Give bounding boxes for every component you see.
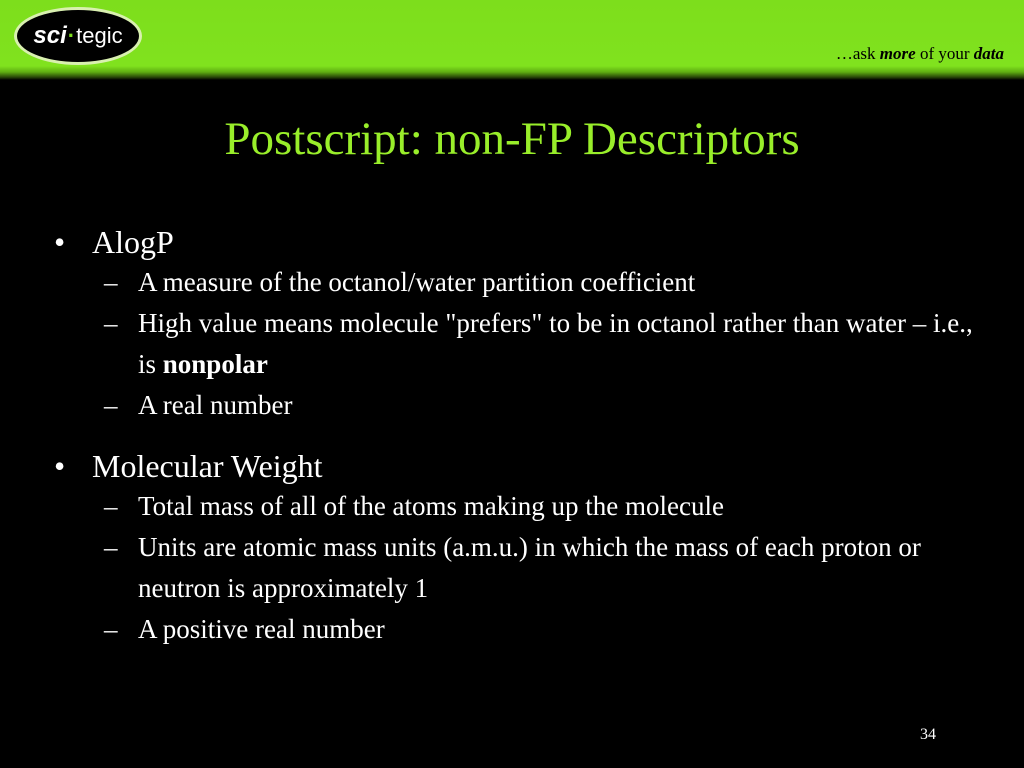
logo-sci: sci (33, 22, 67, 49)
subitem-octanol-measure (54, 262, 984, 303)
tagline-prefix: …ask (835, 44, 880, 63)
dash-marker: – (104, 390, 118, 420)
dash-marker: – (104, 614, 118, 644)
logo-wordmark (33, 22, 122, 50)
bullet-text: AlogP (92, 224, 174, 260)
scitegic-logo (14, 7, 142, 65)
subitem-text: A real number (138, 390, 293, 420)
tagline-data: data (973, 44, 1004, 63)
slide-content (54, 222, 984, 650)
logo-tegic: tegic (76, 23, 123, 48)
logo-dot: · (67, 23, 76, 48)
subitem-high-value (54, 303, 984, 385)
dash-marker: – (104, 532, 118, 562)
bullet-marker: • (54, 224, 66, 260)
subitem-text: Total mass of all of the atoms making up the molecule (138, 491, 724, 521)
bullet-marker: • (54, 448, 66, 484)
dash-marker: – (104, 491, 118, 521)
subitem-positive-real (54, 609, 984, 650)
group-gap (54, 426, 984, 446)
dash-marker: – (104, 308, 118, 338)
header-band (0, 0, 1024, 80)
tagline (836, 44, 1004, 64)
bullet-molecular-weight (54, 446, 984, 486)
bullet-text: Molecular Weight (92, 448, 323, 484)
subitem-text: A positive real number (138, 614, 385, 644)
dash-marker: – (104, 267, 118, 297)
subitem-text: A measure of the octanol/water partition coefficient (138, 267, 696, 297)
tagline-middle: of your (915, 44, 974, 63)
slide-title: Postscript: non-FP Descriptors (224, 113, 800, 165)
subitem-total-mass (54, 486, 984, 527)
subitem-bold-nonpolar: nonpolar (162, 349, 268, 379)
subitem-real-number (54, 385, 984, 426)
subitem-text: High value means molecule "prefers" to be in octanol rather than water – i.e., is (138, 308, 973, 379)
bullet-alogp (54, 222, 984, 262)
subitem-units-amu (54, 527, 984, 609)
slide-number: 34 (920, 726, 936, 743)
tagline-more: more (879, 44, 916, 63)
subitem-text: Units are atomic mass units (a.m.u.) in which the mass of each proton or neutron is approximately 1 (138, 532, 921, 603)
